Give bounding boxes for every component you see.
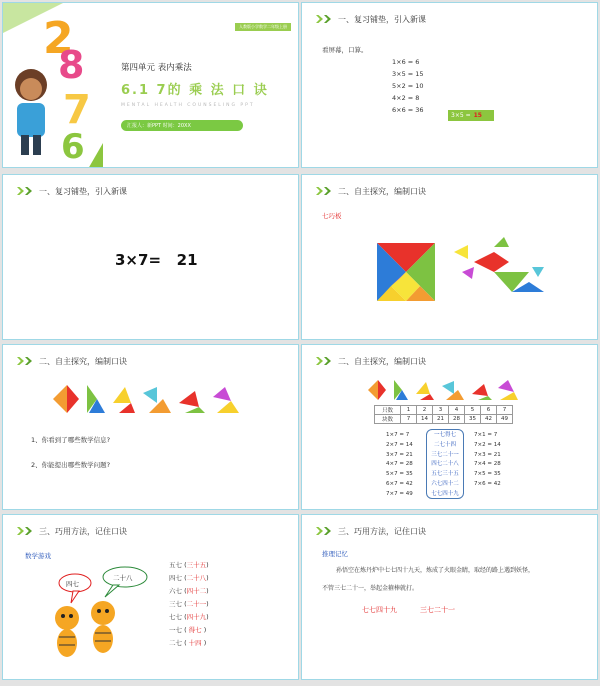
chevron-icon [17,187,24,195]
quiz-answer[interactable]: 二十一 [186,600,207,608]
game-label: 数学游戏 [25,552,51,560]
slide-3-review[interactable] [2,174,299,340]
table-row [375,406,513,415]
tangram-label: 七巧板 [322,212,342,220]
svg-text:2: 2 [43,13,74,64]
list-item: 5×7 = 35 [386,471,413,478]
svg-text:6: 6 [61,127,85,167]
tangram-bird-illustration [454,237,549,297]
chevron-icon [17,357,24,365]
list-item: 四七 (二十八) [169,574,209,582]
list-item: 7×1 = 7 [474,432,498,438]
table-cell: 5 [465,406,481,415]
question-1: 1、你看到了哪些数学信息? [31,436,111,444]
speech-bubble-2: 二十八 [113,574,133,582]
right-equation-list [474,431,501,490]
table-cell: 1 [401,406,417,415]
list-item: 7×3 = 21 [474,451,501,458]
slide-8-story[interactable] [301,514,598,680]
list-item: 七七四十九 [431,490,459,497]
list-item: 2×7 = 14 [386,441,413,448]
slide-2-review[interactable] [301,2,598,168]
slide-header [316,354,426,368]
table-cell: 3 [433,406,449,415]
list-item: 6×7 = 42 [386,480,413,487]
header-text: 三、巧用方法，记住口诀 [39,526,127,536]
list-item: 7×7 = 49 [386,490,413,497]
table-cell: 7 [497,406,513,415]
chevron-icon [25,357,32,365]
list-item: 六七四十二 [431,480,459,487]
table-cell: 只数 [375,406,401,415]
chevron-icon [324,527,331,535]
quiz-question: 一七 [169,626,182,634]
cartoon-numbers-illustration [3,3,103,168]
quiz-question: 四七 [169,574,182,582]
header-text: 一、复习铺垫，引入新课 [338,14,426,24]
table-cell: 21 [433,415,449,424]
lesson-subtitle: MENTAL HEALTH COUNSELING PPT [121,103,255,108]
slide-5-explore[interactable] [2,344,299,510]
tangram-figures-row [53,379,253,419]
list-item: 五七三十五 [431,471,459,478]
header-text: 二、自主探究，编制口诀 [338,356,426,366]
tangram-square-illustration [377,243,435,301]
list-item: 二七十四 [433,441,456,448]
list-item: 二七 ( 十四 ) [169,639,207,647]
list-item: 4×7 = 28 [386,461,413,468]
table-row [375,415,513,424]
unit-title: 第四单元 表内乘法 [121,63,192,73]
presenter-info: 汇报人：新PPT 时间：20XX [121,120,243,131]
list-item: 三七二十一 [431,451,459,458]
equation-5: 6×6 = 36 [392,106,424,114]
quiz-answer[interactable]: 二十八 [186,574,207,582]
equation-3: 5×2 = 10 [392,82,424,90]
chevron-icon [17,527,24,535]
quiz-question: 三七 [169,600,182,608]
left-equation-list [386,431,413,500]
list-item: 7×6 = 42 [474,480,501,487]
header-text: 二、自主探究，编制口诀 [39,356,127,366]
story-line-1: 孙悟空在炼丹炉中七七四十九天，炼成了火眼金睛，取经的路上遇到妖怪， [336,567,535,574]
chevron-icon [324,187,331,195]
list-item: 六七 (四十二) [169,587,209,595]
quiz-answer[interactable]: 十四 [188,639,202,647]
header-text: 三、巧用方法，记住口诀 [338,526,426,536]
big-equation: 3×7= 21 [115,251,198,269]
data-table [374,405,513,424]
answer-text: 15 [473,112,482,119]
highlight-rhyme-1: 七七四十九 [362,606,397,614]
header-text: 一、复习铺垫，引入新课 [39,186,127,196]
slide-7-game[interactable] [2,514,299,680]
list-item: 一七得七 [433,432,456,438]
answer-box [448,110,494,121]
prompt-text: 看屏幕，口算。 [322,46,368,54]
quiz-answer[interactable]: 四十二 [186,587,207,595]
slide-header [316,12,426,26]
quiz-question: 六七 [169,587,182,595]
quiz-answer[interactable]: 三十五 [186,561,207,569]
table-cell: 块数 [375,415,401,424]
table-cell: 4 [449,406,465,415]
chevron-icon [324,357,331,365]
list-item: 3×7 = 21 [386,451,413,458]
chevron-icon [25,187,32,195]
list-item: 7×5 = 35 [474,471,501,478]
slide-6-table[interactable] [301,344,598,510]
equation-4: 4×2 = 8 [392,94,420,102]
list-item: 7×4 = 28 [474,461,501,468]
grade-badge: 人教版小学数学二年级上册 [235,23,291,31]
chevron-icon [324,15,331,23]
equation-1: 1×6 = 6 [392,58,420,66]
list-item: 1×7 = 7 [386,432,410,438]
quiz-answer[interactable]: 得七 [188,626,202,634]
table-cell: 2 [417,406,433,415]
table-cell: 7 [401,415,417,424]
list-item: 五七 (三十五) [169,561,209,569]
highlight-rhyme-2: 三七二十一 [420,606,455,614]
list-item: 七七 (四十九) [169,613,209,621]
list-item: 三七 (二十一) [169,600,209,608]
table-cell: 42 [481,415,497,424]
cartoon-tigers-illustration [43,563,153,673]
slide-4-tangram[interactable] [301,174,598,340]
svg-text:7: 7 [63,87,91,133]
list-item: 四七二十八 [431,461,459,468]
slide-header [17,354,127,368]
slide-1-title[interactable] [2,2,299,168]
table-cell: 14 [417,415,433,424]
table-cell: 6 [481,406,497,415]
question-2: 2、你能提出哪些数学问题? [31,461,111,469]
table-cell: 35 [465,415,481,424]
table-cell: 28 [449,415,465,424]
equation-2: 3×5 = 15 [392,70,424,78]
slide-header [17,524,127,538]
slide-header [316,184,426,198]
list-item: 一七 ( 得七 ) [169,626,207,634]
story-label: 推理记忆 [322,550,348,558]
chevron-icon [25,527,32,535]
tangram-figures-row [368,377,518,403]
quiz-question: 五七 [169,561,182,569]
quiz-answer[interactable]: 四十九 [186,613,207,621]
speech-bubble-1: 四七 [66,580,79,588]
header-text: 二、自主探究，编制口诀 [338,186,426,196]
list-item: 7×2 = 14 [474,441,501,448]
slide-header [17,184,127,198]
chevron-icon [316,527,323,535]
quiz-question: 二七 [169,639,182,647]
question-text: 3×5 = [451,112,471,119]
chevron-icon [316,15,323,23]
rhyme-box [426,429,464,499]
svg-text:8: 8 [58,43,85,87]
quiz-question: 七七 [169,613,182,621]
slide-header [316,524,426,538]
chevron-icon [316,357,323,365]
table-cell: 49 [497,415,513,424]
lesson-title: 6.1 7的 乘 法 口 诀 [121,83,269,98]
quiz-list [169,559,209,650]
chevron-icon [316,187,323,195]
story-line-2: 不管三七二十一，举起金箍棒就打。 [322,585,419,592]
